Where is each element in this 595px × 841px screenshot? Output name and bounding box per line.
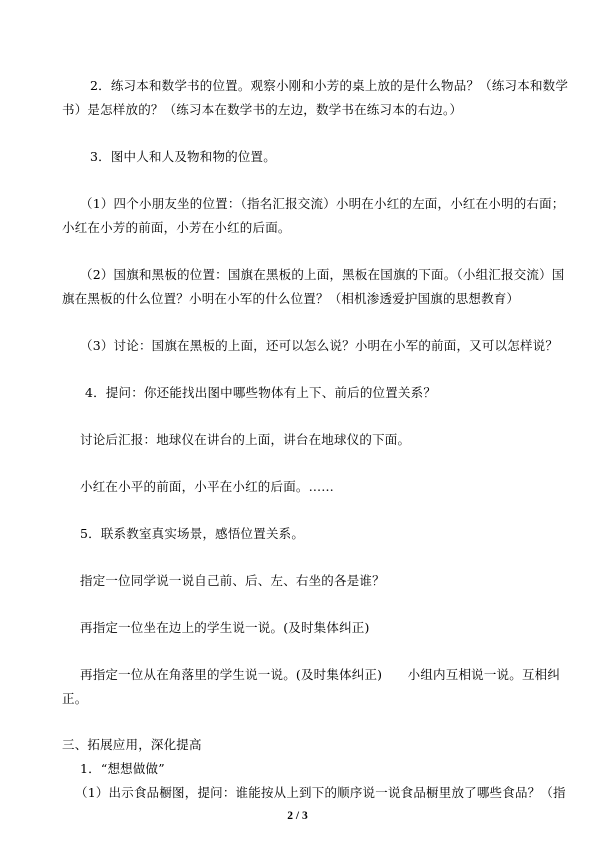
- section-heading: 1．“想想做做”: [80, 761, 165, 776]
- paragraph-line: 正。: [62, 691, 88, 706]
- paragraph-line: 书）是怎样放的？（练习本在数学书的左边，数学书在练习本的右边。）: [62, 102, 463, 117]
- chapter-heading: 三、拓展应用，深化提高: [62, 737, 202, 752]
- paragraph-line: （3）讨论：国旗在黑板的上面，还可以怎么说？小明在小军的前面，又可以怎样说？: [80, 338, 559, 353]
- page-number: 2 / 3: [287, 810, 308, 822]
- section-heading: 4．提问：你还能找出图中哪些物体有上下、前后的位置关系？: [85, 385, 437, 400]
- section-heading: 5．联系教室真实场景，感悟位置关系。: [80, 526, 305, 541]
- paragraph-line: 2．练习本和数学书的位置。观察小刚和小芳的桌上放的是什么物品？（练习本和数学: [90, 78, 569, 93]
- paragraph-line: 指定一位同学说一说自己前、后、左、右坐的各是谁？: [80, 573, 385, 588]
- paragraph-line: 小红在小芳的前面，小芳在小红的后面。: [62, 220, 291, 235]
- paragraph-line: （1）出示食品橱图，提问：谁能按从上到下的顺序说一说食品橱里放了哪些食品？（指: [75, 785, 566, 800]
- paragraph-line: 再指定一位坐在边上的学生说一说。(及时集体纠正): [80, 620, 370, 635]
- section-heading: 3．图中人和人及物和物的位置。: [90, 149, 276, 164]
- paragraph-line: （2）国旗和黑板的位置：国旗在黑板的上面，黑板在国旗的下面。（小组汇报交流）国: [80, 267, 565, 282]
- paragraph-line: （1）四个小朋友坐的位置：（指名汇报交流）小明在小红的左面，小红在小明的右面；: [80, 196, 565, 211]
- paragraph-line: 讨论后汇报：地球仪在讲台的上面，讲台在地球仪的下面。: [80, 432, 411, 447]
- paragraph-line: 旗在黑板的什么位置？小明在小军的什么位置？（相机渗透爱护国旗的思想教育）: [62, 291, 520, 306]
- paragraph-line: 再指定一位从在角落里的学生说一说。(及时集体纠正) 小组内互相说一说。互相纠: [80, 667, 561, 682]
- paragraph-line: 小红在小平的前面，小平在小红的后面。……: [80, 479, 335, 494]
